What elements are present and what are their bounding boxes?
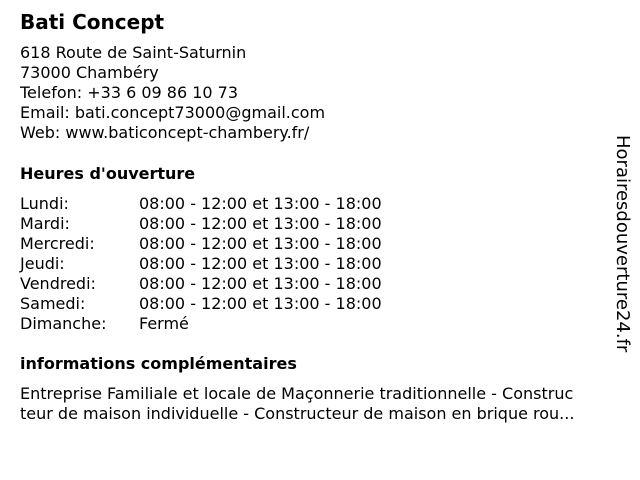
hours-day: Mardi: [20, 214, 70, 233]
business-name: Bati Concept [20, 10, 165, 34]
hours-row-saturday [20, 294, 382, 314]
hours-day: Dimanche: [20, 314, 107, 333]
hours-row-tuesday [20, 214, 382, 234]
hours-time: Fermé [139, 314, 189, 333]
contact-block [20, 43, 325, 143]
address-line-2: 73000 Chambéry [20, 63, 159, 82]
watermark-text: Horairesdouverture24.fr [612, 135, 633, 353]
info-line-2: teur de maison individuelle - Constructeur de maison en brique rou... [20, 404, 575, 423]
hours-time: 08:00 - 12:00 et 13:00 - 18:00 [139, 214, 382, 233]
hours-time: 08:00 - 12:00 et 13:00 - 18:00 [139, 234, 382, 253]
hours-day: Vendredi: [20, 274, 96, 293]
hours-time: 08:00 - 12:00 et 13:00 - 18:00 [139, 194, 382, 213]
hours-table [20, 194, 382, 334]
hours-row-wednesday [20, 234, 382, 254]
hours-day: Mercredi: [20, 234, 95, 253]
hours-row-thursday [20, 254, 382, 274]
hours-day: Samedi: [20, 294, 86, 313]
phone-number: Telefon: +33 6 09 86 10 73 [20, 83, 239, 102]
hours-time: 08:00 - 12:00 et 13:00 - 18:00 [139, 254, 382, 273]
hours-row-sunday [20, 314, 382, 334]
email-address: Email: bati.concept73000@gmail.com [20, 103, 326, 122]
info-line-1: Entreprise Familiale et locale de Maçonnerie traditionnelle - Construc [20, 384, 574, 403]
address-line-1: 618 Route de Saint-Saturnin [20, 43, 247, 62]
hours-time: 08:00 - 12:00 et 13:00 - 18:00 [139, 294, 382, 313]
info-description [20, 384, 630, 424]
site-watermark [611, 135, 633, 353]
hours-row-monday [20, 194, 382, 214]
website: Web: www.baticoncept-chambery.fr/ [20, 123, 310, 142]
hours-day: Jeudi: [20, 254, 65, 273]
info-heading: informations complémentaires [20, 354, 297, 373]
hours-heading: Heures d'ouverture [20, 164, 196, 183]
hours-day: Lundi: [20, 194, 69, 213]
hours-row-friday [20, 274, 382, 294]
hours-time: 08:00 - 12:00 et 13:00 - 18:00 [139, 274, 382, 293]
